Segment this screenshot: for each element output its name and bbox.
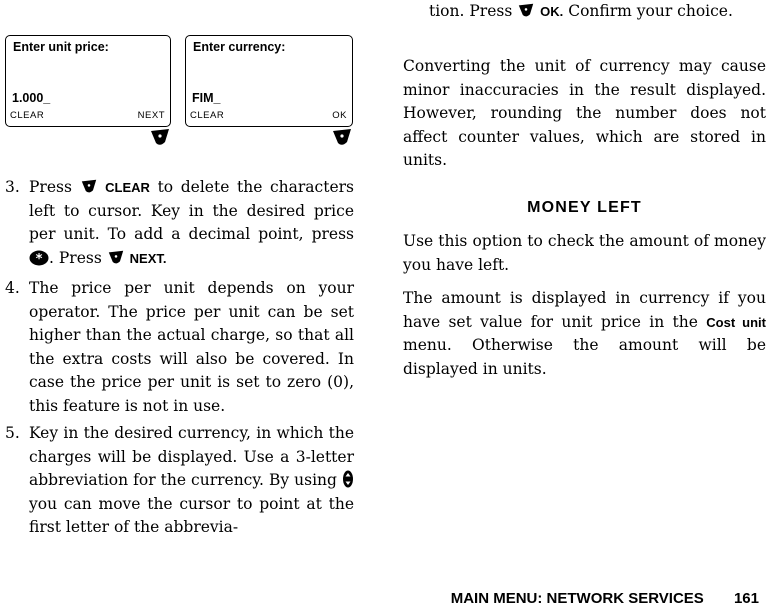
softkey-label-left: CLEAR: [10, 110, 45, 121]
paragraph-money-left-detail: [403, 287, 766, 381]
step-text: Press: [29, 178, 72, 196]
star-key-icon: [29, 250, 49, 266]
page-footer: [451, 590, 759, 607]
softkey-button-icon: [149, 128, 171, 148]
step-number: 3.: [5, 178, 20, 196]
step-text: . Press: [49, 248, 102, 267]
display-prompt: Enter currency:: [193, 40, 286, 54]
softkey-button-icon: [80, 179, 98, 195]
display-prompt: Enter unit price:: [13, 40, 109, 54]
page-number: 161: [733, 590, 759, 607]
paragraph-text: The amount is displayed in currency if you have set value for unit price in the: [403, 289, 766, 331]
step-text: The price per unit depends on your operator. The price per unit can be set higher than the actual charge, so that all the extra costs will also be covered. In case the price per unit is set to zero (0), this feature is not in use.: [29, 279, 354, 415]
step-text: tion. Press: [429, 2, 513, 20]
scroll-key-icon: [342, 470, 354, 488]
softkey-button-icon: [517, 3, 535, 19]
step-text: to delete the characters left to cursor. Key in the desired price per unit. To add a decimal point, press: [29, 178, 354, 243]
key-label-ok: OK.: [540, 4, 564, 19]
paragraph-money-left-intro: Use this option to check the amount of money you have left.: [403, 232, 766, 274]
step-4: [5, 277, 354, 418]
key-label-next: NEXT.: [129, 250, 167, 266]
softkey-label-left: CLEAR: [190, 110, 225, 121]
softkey-label-right: OK: [332, 110, 347, 121]
key-label-clear: CLEAR: [105, 180, 150, 195]
step-text: Confirm your choice.: [568, 2, 733, 20]
step-number: 4.: [5, 279, 20, 297]
menu-name-cost-unit: Cost unit: [706, 314, 766, 330]
section-heading: MONEY LEFT: [527, 199, 642, 216]
step-3: [5, 176, 354, 270]
step-5: [5, 422, 354, 540]
display-currency: [185, 35, 353, 127]
svg-text:*: *: [35, 251, 43, 266]
step-text: Key in the desired currency, in which the charges will be displayed. Use a 3-letter abbreviation for the currency. By using: [29, 424, 354, 489]
paragraph-text: menu. Otherwise the amount will be displayed in units.: [403, 336, 766, 378]
footer-section-title: MAIN MENU: NETWORK SERVICES: [450, 590, 704, 607]
display-value: FIM_: [192, 91, 221, 105]
softkey-button-icon: [107, 250, 125, 266]
paragraph-currency-note: Converting the unit of currency may cause minor inaccuracies in the result displayed. However, rounding the number does not affect counter values, which are stored in units.: [403, 57, 766, 169]
display-value: 1.000_: [12, 91, 51, 105]
step-5-continued: [429, 0, 766, 24]
softkey-button-icon: [331, 128, 353, 148]
softkey-label-right: NEXT: [137, 110, 165, 121]
step-number: 5.: [5, 424, 20, 442]
display-unit-price: [5, 35, 171, 127]
step-text: you can move the cursor to point at the first letter of the abbrevia-: [29, 494, 354, 536]
